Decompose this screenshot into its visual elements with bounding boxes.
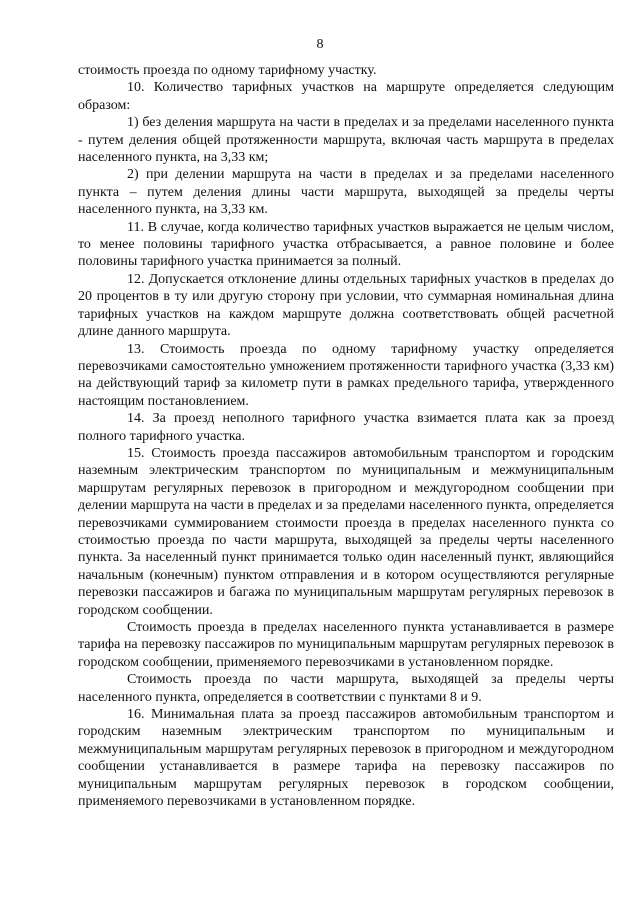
paragraph-item-10: 10. Количество тарифных участков на маршруте определяется следующим образом: (78, 80, 614, 113)
paragraph-item-12: 12. Допускается отклонение длины отдельных тарифных участков в пределах до 20 процентов в ту или другую сторону при условии, что суммарная номинальная длина тарифных участков на каждом маршруте должна соответствовать общей расчетной длине данного маршрута. (78, 271, 614, 340)
paragraph-item-14: 14. За проезд неполного тарифного участка взимается плата как за проезд полного тарифного участка. (78, 411, 614, 444)
paragraph-item-13: 13. Стоимость проезда по одному тарифному участку определяется перевозчиками самостоятельно умножением протяженности тарифного участка (3,33 км) на действующий тариф за километр пути в рамках предельного тарифа, утвержденного настоящим постановлением. (78, 341, 614, 409)
paragraph-item-15: 15. Стоимость проезда пассажиров автомобильным транспортом и городским наземным электрическим транспортом по муниципальным и межмуниципальным маршрутам регулярных перевозок в пригородном и междугородном сообщении при делении маршрута на части в пределах и за пределами населенного пункта, определяется перевозчиками суммированием стоимости проезда в пределах населенного пункта со стоимостью проезда по части маршрута, выходящей за пределы черты населенного пункта. За населенный пункт принимается только один населенный пункт, являющийся начальным (конечным) пунктом отправления и в котором осуществляются регулярные перевозки пассажиров и багажа по муниципальным маршрутам регулярных перевозок в городском сообщении. (78, 445, 614, 618)
paragraph-item-15-part-2: Стоимость проезда в пределах населенного пункта устанавливается в размере тарифа на перевозку пассажиров по муниципальным маршрутам регулярных перевозок в городском сообщении, применяемого перевозчиками в установленном порядке. (78, 620, 614, 670)
document-body (78, 62, 614, 810)
paragraph-subitem-2: 2) при делении маршрута на части в пределах и за пределами населенного пункта – путем деления длины части маршрута, выходящей за пределы черты населенного пункта, на 3,33 км. (78, 167, 614, 218)
paragraph-continuation: стоимость проезда по одному тарифному участку. (78, 63, 377, 78)
paragraph-item-15-part-3: Стоимость проезда по части маршрута, выходящей за пределы черты населенного пункта, определяется в соответствии с пунктами 8 и 9. (78, 672, 614, 705)
paragraph-item-11: 11. В случае, когда количество тарифных участков выражается не целым числом, то менее половины тарифного участка отбрасывается, а равное половине и более половины тарифного участка принимается за полный. (78, 219, 614, 270)
paragraph-subitem-1: 1) без деления маршрута на части в пределах и за пределами населенного пункта - путем деления общей протяженности маршрута, включая часть маршрута в пределах населенного пункта, на 3,33 км; (78, 115, 614, 166)
page-number: 8 (316, 37, 324, 52)
paragraph-item-16: 16. Минимальная плата за проезд пассажиров автомобильным транспортом и городским наземным электрическим транспортом по муниципальным и межмуниципальным маршрутам регулярных перевозок в пригородном и междугородном сообщении устанавливается в размере тарифа на перевозку пассажиров по муниципальным маршрутам регулярных перевозок в городском сообщении, применяемого перевозчиками в установленном порядке. (78, 707, 614, 810)
